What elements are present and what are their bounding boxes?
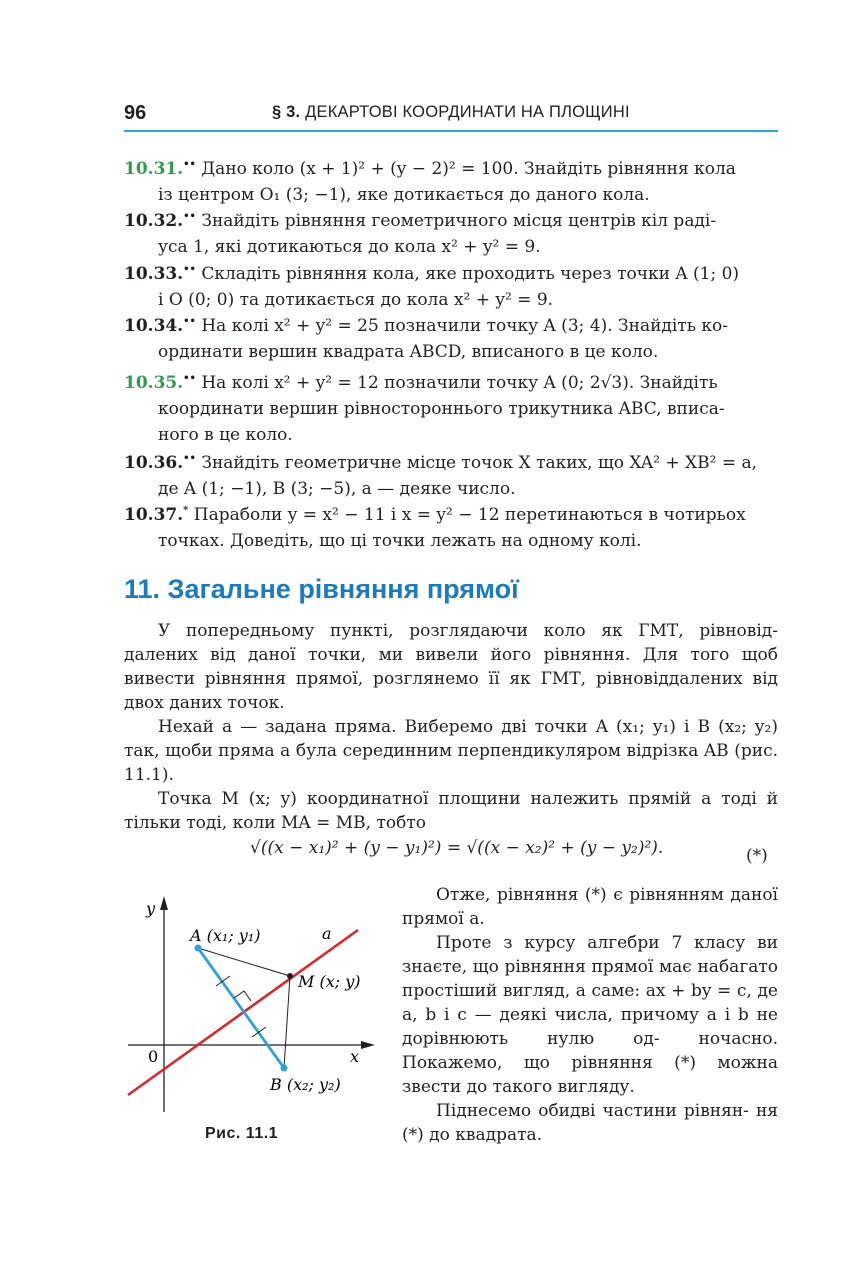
problem-text: уса 1, які дотикаються до кола x² + y² = 9. bbox=[158, 237, 541, 257]
label-point-m: M (x; y) bbox=[298, 972, 361, 991]
problem-10-37 bbox=[124, 498, 778, 554]
problem-number: 10.35.•• bbox=[124, 373, 196, 393]
paragraph: Проте з курсу алгебри 7 класу ви знаєте, що рівняння прямої має набагато простіший вигляд, а саме: ax + by = c, де a, b і c — деякі числа, причому a і b не дорівнюють нулю од- ночасно. Покажемо, що рівняння (*) можна звести до такого вигляду. bbox=[402, 933, 778, 1097]
label-origin: 0 bbox=[148, 1047, 159, 1066]
problem-number: 10.34.•• bbox=[124, 316, 196, 336]
segment-ma bbox=[198, 948, 290, 976]
paragraph: Нехай a — задана пряма. Виберемо дві точки A (x₁; y₁) і B (x₂; y₂) так, щоби пряма a була серединним перпендикуляром відрізка AB (рис. 11.1). bbox=[124, 717, 778, 785]
problem-text: На колі x² + y² = 12 позначили точку A (0; 2√3). Знайдіть bbox=[201, 373, 718, 393]
page-number: 96 bbox=[124, 102, 147, 124]
paragraph: Отже, рівняння (*) є рівнянням даної прямої a. bbox=[402, 885, 778, 929]
label-point-b: B (x₂; y₂) bbox=[270, 1075, 341, 1094]
problem-number: 10.37.* bbox=[124, 505, 189, 525]
paragraph: Піднесемо обидві частини рівнян- ня (*) до квадрата. bbox=[402, 1101, 778, 1145]
problem-number: 10.36.•• bbox=[124, 453, 196, 473]
point-a bbox=[195, 945, 202, 952]
problem-number: 10.31.•• bbox=[124, 159, 196, 179]
problem-10-31 bbox=[124, 152, 778, 208]
label-x: x bbox=[350, 1047, 360, 1066]
section-title: ДЕКАРТОВІ КООРДИНАТИ НА ПЛОЩИНІ bbox=[305, 103, 630, 121]
distance-formula: √((x − x₁)² + (y − y₁)²) = √((x − x₂)² + (y − y₂)²). bbox=[250, 838, 664, 858]
label-a: a bbox=[322, 924, 332, 943]
label-point-a: A (x₁; y₁) bbox=[190, 926, 261, 945]
paragraph: Точка M (x; y) координатної площини належить прямій a тоді й тільки тоді, коли MA = MB, тобто bbox=[124, 789, 778, 833]
problem-text: і O (0; 0) та дотикається до кола x² + y² = 9. bbox=[158, 290, 554, 310]
section-mark: § 3. bbox=[272, 103, 301, 121]
problem-10-35 bbox=[124, 366, 778, 448]
problem-text: із центром O₁ (3; −1), яке дотикається до даного кола. bbox=[158, 185, 650, 205]
point-m bbox=[287, 973, 293, 979]
page-header bbox=[124, 100, 778, 132]
point-b bbox=[281, 1065, 288, 1072]
problem-text: координати вершин рівностороннього трикутника ABC, вписа- bbox=[158, 399, 725, 419]
problem-10-33 bbox=[124, 257, 778, 313]
problem-number: 10.32.•• bbox=[124, 211, 196, 231]
y-axis-arrow bbox=[160, 896, 168, 910]
segment-mb bbox=[284, 976, 290, 1068]
figure-caption: Рис. 11.1 bbox=[205, 1125, 279, 1142]
formula-tag: (*) bbox=[746, 846, 768, 866]
problem-text: Знайдіть геометричне місце точок X таких, що XA² + XB² = a, bbox=[201, 453, 758, 473]
problem-10-32 bbox=[124, 204, 778, 260]
problem-text: ного в це коло. bbox=[158, 425, 293, 445]
x-axis-arrow bbox=[361, 1041, 375, 1049]
problem-text: Знайдіть рівняння геометричного місця центрів кіл раді- bbox=[201, 211, 717, 231]
problem-text: ординати вершин квадрата ABCD, вписаного в це коло. bbox=[158, 342, 659, 362]
problem-number: 10.33.•• bbox=[124, 264, 196, 284]
running-title bbox=[272, 103, 630, 122]
problem-text: На колі x² + y² = 25 позначили точку A (3; 4). Знайдіть ко- bbox=[201, 316, 728, 336]
problem-text: Складіть рівняння кола, яке проходить через точки A (1; 0) bbox=[201, 264, 740, 284]
section-heading: 11. Загальне рівняння прямої bbox=[124, 574, 519, 604]
problem-text: Дано коло (x + 1)² + (y − 2)² = 100. Знайдіть рівняння кола bbox=[201, 159, 736, 179]
problem-text: де A (1; −1), B (3; −5), a — деяке число. bbox=[158, 479, 516, 499]
segment-ab bbox=[198, 948, 284, 1068]
figure-11-1 bbox=[120, 890, 390, 1120]
label-y: y bbox=[146, 899, 156, 918]
problem-text: Параболи y = x² − 11 і x = y² − 12 перетинаються в чотирьох bbox=[193, 505, 746, 525]
problem-10-36 bbox=[124, 446, 778, 502]
paragraph: У попередньому пункті, розглядаючи коло як ГМТ, рівновід- далених від даної точки, ми вивели його рівняння. Для того щоб вивести рівняння прямої, розглянемо її як ГМТ, рівновіддалених від двох даних точок. bbox=[124, 621, 778, 713]
problem-10-34 bbox=[124, 309, 778, 365]
problem-text: точках. Доведіть, що ці точки лежать на одному колі. bbox=[158, 531, 642, 551]
